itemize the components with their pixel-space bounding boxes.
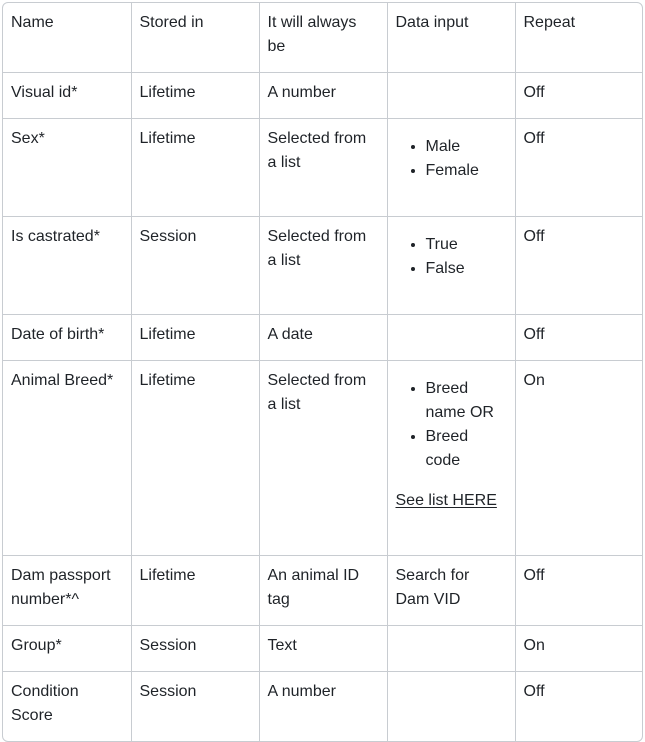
- options-list: [396, 369, 507, 473]
- table-row: [3, 626, 642, 672]
- header-repeat: Repeat: [515, 3, 642, 73]
- cell-data-input: Search for Dam VID: [387, 556, 515, 626]
- list-item: • True: [426, 233, 507, 257]
- options-list: [396, 127, 507, 183]
- cell-data-input: [387, 626, 515, 672]
- cell-always-be: A number: [259, 73, 387, 119]
- cell-stored-in: Lifetime: [131, 119, 259, 217]
- list-item: • Female: [426, 159, 507, 183]
- options-list: [396, 225, 507, 281]
- cell-name: Condition Score: [3, 672, 131, 742]
- list-item: • Breed name OR: [426, 377, 507, 425]
- fields-table-grid: [3, 3, 642, 742]
- see-breed-list-link[interactable]: See list HERE: [395, 492, 497, 509]
- table-row: [3, 672, 642, 742]
- header-always-be: It will always be: [259, 3, 387, 73]
- cell-name: Dam passport number*^: [3, 556, 131, 626]
- cell-stored-in: Lifetime: [131, 315, 259, 361]
- cell-data-input: [387, 315, 515, 361]
- breed-link-wrap: [396, 489, 507, 513]
- cell-data-input: [387, 672, 515, 742]
- header-name: Name: [3, 3, 131, 73]
- cell-repeat: Off: [515, 315, 642, 361]
- table-row: [3, 119, 642, 217]
- cell-stored-in: Session: [131, 626, 259, 672]
- list-item: • False: [426, 257, 507, 281]
- cell-data-input: [387, 119, 515, 217]
- table-row: [3, 315, 642, 361]
- table-row: [3, 556, 642, 626]
- cell-always-be: A number: [259, 672, 387, 742]
- cell-name: Group*: [3, 626, 131, 672]
- cell-stored-in: Session: [131, 217, 259, 315]
- table-row: [3, 217, 642, 315]
- cell-repeat: Off: [515, 217, 642, 315]
- cell-stored-in: Session: [131, 672, 259, 742]
- cell-name: Date of birth*: [3, 315, 131, 361]
- header-row: [3, 3, 642, 73]
- cell-repeat: Off: [515, 556, 642, 626]
- cell-repeat: Off: [515, 672, 642, 742]
- cell-always-be: A date: [259, 315, 387, 361]
- cell-name: Animal Breed*: [3, 361, 131, 556]
- table-row: [3, 361, 642, 556]
- cell-repeat: Off: [515, 73, 642, 119]
- cell-name: Visual id*: [3, 73, 131, 119]
- header-stored-in: Stored in: [131, 3, 259, 73]
- cell-always-be: Selected from a list: [259, 361, 387, 556]
- cell-repeat: On: [515, 361, 642, 556]
- cell-name: Sex*: [3, 119, 131, 217]
- list-item: • Breed code: [426, 425, 507, 473]
- cell-always-be: An animal ID tag: [259, 556, 387, 626]
- header-data-input: Data input: [387, 3, 515, 73]
- cell-stored-in: Lifetime: [131, 73, 259, 119]
- cell-stored-in: Lifetime: [131, 556, 259, 626]
- cell-data-input: [387, 361, 515, 556]
- list-item: • Male: [426, 135, 507, 159]
- table-row: [3, 73, 642, 119]
- cell-always-be: Selected from a list: [259, 217, 387, 315]
- cell-repeat: On: [515, 626, 642, 672]
- cell-always-be: Text: [259, 626, 387, 672]
- cell-data-input: [387, 73, 515, 119]
- cell-always-be: Selected from a list: [259, 119, 387, 217]
- fields-table: [2, 2, 643, 742]
- cell-stored-in: Lifetime: [131, 361, 259, 556]
- cell-name: Is castrated*: [3, 217, 131, 315]
- cell-repeat: Off: [515, 119, 642, 217]
- cell-data-input: [387, 217, 515, 315]
